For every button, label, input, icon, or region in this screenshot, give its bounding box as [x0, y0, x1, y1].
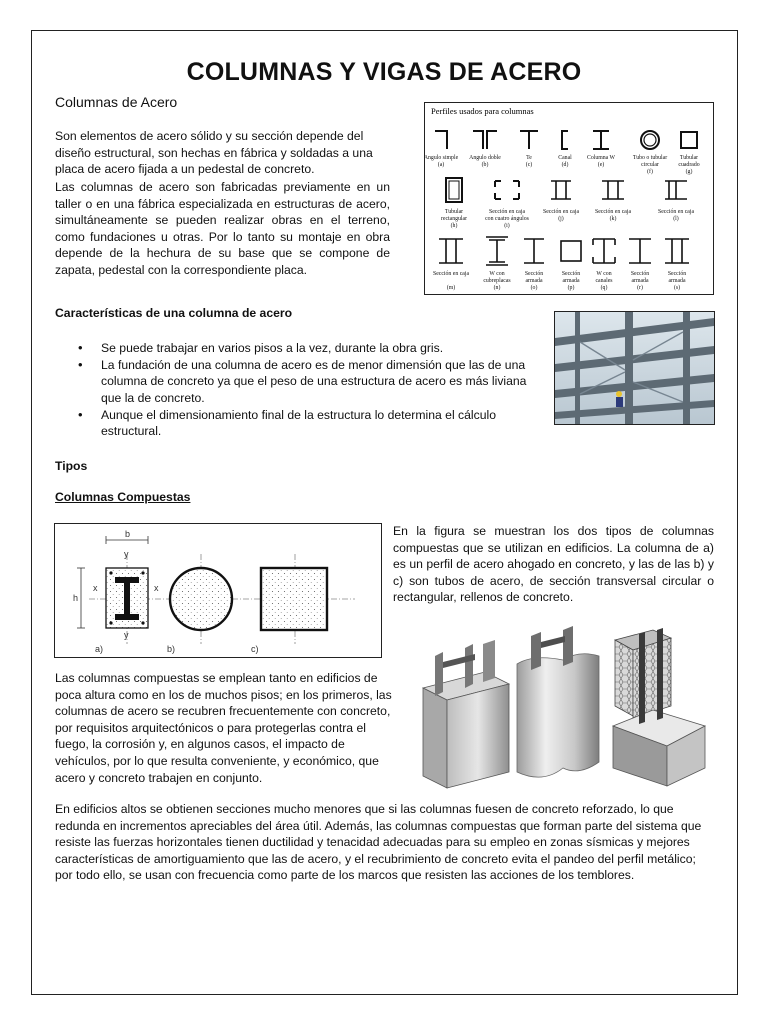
rectangular-tube-section [261, 568, 327, 630]
w-channels-shape [593, 239, 615, 263]
svg-text:Columna W: Columna W [586, 155, 616, 161]
built-up-s-shape [665, 239, 689, 263]
composite-columns-3d [413, 626, 716, 791]
svg-text:cuadrado: cuadrado [678, 162, 700, 168]
tee-shape [520, 131, 538, 149]
box-section-k-shape [602, 181, 624, 199]
svg-text:Canal: Canal [558, 155, 572, 161]
subheading-columnas-compuestas: Columnas Compuestas [55, 490, 191, 504]
svg-text:(f): (f) [647, 169, 653, 175]
paragraph-tall-buildings: En edificios altos se obtienen secciones mucho menores que si las columnas fuesen de concreto reforzado, lo que redunda en incrementos apreciables del área útil. Además, las columnas compuestas que forman parte del sistema que resiste las fuerzas horizontales tienen ductilidad y tenacidad adecuadas para su empleo en zonas sísmicas y mejores características de amortiguamiento que las de acero, y el recubrimiento de concreto evita el pandeo del perfil metálico; por todo ello, se usan con frecuencia como parte de los marcos que resisten las acciones de los temblores. [55, 802, 702, 883]
profile-shapes [435, 131, 700, 265]
svg-text:b): b) [167, 644, 176, 654]
w-column-shape [593, 131, 609, 149]
photo-steel-structure [554, 311, 715, 425]
svg-text:x: x [93, 583, 98, 593]
box-section-j-shape [551, 181, 571, 199]
svg-text:(e): (e) [597, 162, 605, 168]
svg-text:(d): (d) [561, 162, 569, 168]
list-item: • Aunque el dimensionamiento final de la estructura lo determina el cálculo estructural. [76, 407, 536, 439]
svg-text:(n): (n) [493, 285, 501, 291]
svg-text:Tubular: Tubular [679, 155, 699, 161]
figure-composite-sections [54, 523, 382, 658]
svg-text:canales: canales [595, 278, 613, 284]
svg-text:(q): (q) [600, 285, 608, 291]
paragraph-fabrication: Las columnas de acero son fabricadas previamente en un taller o en una fábrica especializada en estructuras de acero, simultáneamente se pueden realizar obras en el terreno, como fundaciones u otras. Por lo tanto su montaje en obra depende de la hechura de su base que se compone de zapata, pedestal con la correspondiente placa. [55, 180, 390, 277]
svg-text:h: h [73, 593, 79, 603]
svg-text:cubreplacas: cubreplacas [483, 278, 511, 284]
circular-tube-section [170, 568, 232, 630]
svg-text:(l): (l) [673, 216, 679, 222]
profile-labels [425, 155, 700, 291]
svg-text:y: y [124, 630, 129, 640]
profiles-figure-title: Perfiles usados para columnas [431, 106, 534, 116]
svg-text:(o): (o) [530, 285, 538, 291]
list-item: • La fundación de una columna de acero es de menor dimensión que las de una columna de concreto ya que el peso de una estructura de acero es más liviana que la de concreto. [76, 357, 536, 406]
svg-text:W con: W con [596, 271, 612, 277]
svg-text:W con: W con [489, 271, 505, 277]
svg-text:con cuatro ángulos: con cuatro ángulos [485, 216, 529, 222]
built-up-o-shape [524, 239, 544, 263]
svg-text:Sección: Sección [524, 271, 544, 277]
svg-text:a): a) [95, 644, 104, 654]
page-title: COLUMNAS Y VIGAS DE ACERO [186, 58, 582, 86]
svg-text:y: y [124, 549, 129, 559]
channel-shape [562, 131, 568, 149]
svg-text:Sección en caja: Sección en caja [657, 209, 695, 215]
svg-text:Sección en caja: Sección en caja [594, 209, 632, 215]
section-heading-columnas-acero: Columnas de Acero [55, 94, 178, 110]
svg-text:(h): (h) [450, 223, 458, 229]
svg-text:(b): (b) [481, 162, 489, 168]
svg-text:armada: armada [525, 278, 543, 284]
column-w-with-concrete-fill [613, 628, 705, 786]
column-encased-box [423, 640, 509, 788]
steel-structure-illustration [555, 312, 714, 424]
composite-sections-drawing [55, 524, 381, 657]
figure-column-profiles [424, 102, 714, 295]
column-encased-rounded [517, 626, 599, 777]
box-four-angles-shape [495, 181, 519, 199]
svg-text:(a): (a) [437, 162, 445, 168]
svg-text:Te: Te [526, 155, 532, 161]
svg-text:Sección: Sección [561, 271, 581, 277]
svg-text:armada: armada [668, 278, 686, 284]
svg-text:b: b [125, 529, 131, 539]
svg-text:Sección en caja: Sección en caja [432, 271, 470, 277]
box-section-m-shape [439, 239, 463, 263]
tube-rectangular-shape [446, 178, 462, 202]
svg-text:Angulo doble: Angulo doble [469, 155, 501, 161]
column-profiles-drawing [425, 103, 713, 294]
svg-text:(p): (p) [567, 285, 575, 291]
svg-text:(i): (i) [504, 223, 510, 229]
illustration-composite-columns [413, 626, 716, 791]
section-heading-caracteristicas: Características de una columna de acero [55, 306, 293, 320]
svg-text:(k): (k) [609, 216, 617, 222]
svg-text:(s): (s) [673, 285, 681, 291]
svg-text:armada: armada [631, 278, 649, 284]
svg-text:(m): (m) [446, 285, 456, 291]
svg-text:Angulo simple: Angulo simple [425, 155, 459, 161]
svg-text:Tubo o tubular: Tubo o tubular [632, 155, 668, 161]
paragraph-composite-uses: Las columnas compuestas se emplean tanto en edificios de poca altura como en los de muchos pisos; en los primeros, las columnas de acero se recubren frecuentemente con concreto, por requisitos arquitectónicos o para protegerlas contra el fuego, la corrosión y, en algunos casos, el impacto de vehículos, por lo que resulta conveniente, y económico, que acero y concreto trabajen en conjunto. [55, 671, 392, 785]
section-heading-tipos: Tipos [55, 459, 88, 473]
svg-text:Sección en caja: Sección en caja [488, 209, 526, 215]
svg-text:(c): (c) [525, 162, 533, 168]
tube-square-shape [681, 132, 697, 148]
svg-text:armada: armada [562, 278, 580, 284]
svg-text:(r): (r) [637, 285, 643, 291]
list-item: • Se puede trabajar en varios pisos a la vez, durante la obra gris. [76, 340, 536, 356]
svg-text:Sección: Sección [667, 271, 687, 277]
svg-text:Tubular: Tubular [444, 209, 464, 215]
svg-text:Sección: Sección [630, 271, 650, 277]
built-up-p-shape [561, 241, 581, 261]
built-up-r-shape [629, 239, 651, 263]
angle-single-shape [435, 131, 447, 149]
svg-text:rectangular: rectangular [440, 216, 468, 222]
svg-text:c): c) [251, 644, 259, 654]
svg-text:Sección en caja: Sección en caja [542, 209, 580, 215]
characteristics-list [76, 340, 536, 440]
svg-text:x: x [154, 583, 159, 593]
paragraph-figure-description: En la figura se muestran los dos tipos de columnas compuestas que se utilizan en edificios. La columna de a) es un perfil de acero ahogado en concreto, y las de las b) y c) son tubos de acero, de sección transversal circular o rectangular, rellenos de concreto. [393, 524, 714, 605]
svg-text:circular: circular [641, 162, 659, 168]
svg-text:(g): (g) [685, 169, 693, 175]
box-section-l-shape [665, 181, 687, 199]
paragraph-intro: Son elementos de acero sólido y su sección depende del diseño estructural, son hechas en fábrica y soldadas a una placa de acero fijada a un pedestal de concreto. [55, 129, 373, 177]
svg-text:(j): (j) [558, 216, 564, 222]
angle-double-shape [473, 131, 497, 149]
w-cover-plates-shape [486, 237, 508, 265]
